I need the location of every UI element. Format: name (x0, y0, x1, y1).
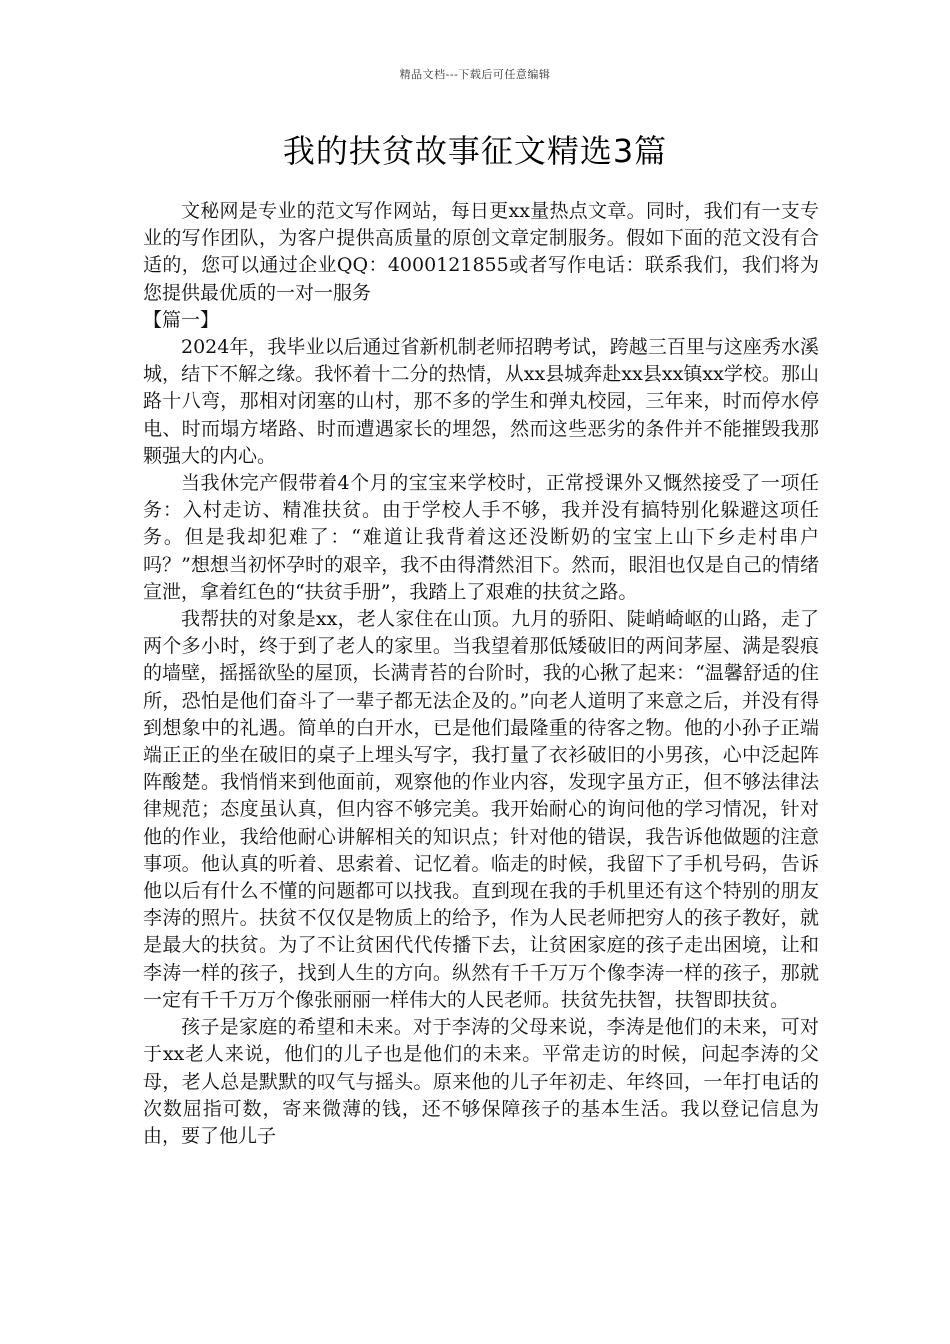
document-title: 我的扶贫故事征文精选3篇 (282, 132, 668, 170)
body-paragraph: 孩子是家庭的希望和未来。对于李涛的父母来说，李涛是他们的未来，可对于xx老人来说，他们的儿子也是他们的未来。平常走访的时候，问起李涛的父母，老人总是默默的叹气与摇头。原来他的儿子年初走、年终回，一年打电话的次数屈指可数，寄来微薄的钱，还不够保障孩子的基本生活。我以登记信息为由，要了他儿子 (143, 1016, 819, 1147)
section-label: 【篇一】 (143, 308, 220, 331)
body-paragraph: 我帮扶的对象是xx，老人家住在山顶。九月的骄阳、陡峭崎岖的山路，走了两个多小时，终于到了老人的家里。当我望着那低矮破旧的两间茅屋、满是裂痕的墙壁，摇摇欲坠的屋顶，长满青苔的台阶时，我的心揪了起来：“温馨舒适的住所，恐怕是他们奋斗了一辈子都无法企及的。”向老人道明了来意之后，并没有得到想象中的礼遇。简单的白开水，已是他们最隆重的待客之物。他的小孙子正端端正正的坐在破旧的桌子上埋头写字，我打量了衣衫破旧的小男孩，心中泛起阵阵酸楚。我悄悄来到他面前，观察他的作业内容，发现字虽方正，但不够法律法律规范；态度虽认真，但内容不够完美。我开始耐心的询问他的学习情况，针对他的作业，我给他耐心讲解相关的知识点；针对他的错误，我告诉他做题的注意事项。他认真的听着、思索着、记忆着。临走的时候，我留下了手机号码，告诉他以后有什么不懂的问题都可以找我。直到现在我的手机里还有这个特别的朋友李涛的照片。扶贫不仅仅是物质上的给予，作为人民老师把穷人的孩子教好，就是最大的扶贫。为了不让贫困代代传播下去，让贫困家庭的孩子走出困境，让和李涛一样的孩子，找到人生的方向。纵然有千千万万个像李涛一样的孩子，那就一定有千千万万个像张丽丽一样伟大的人民老师。扶贫先扶智，扶智即扶贫。 (143, 608, 819, 1011)
intro-paragraph: 文秘网是专业的范文写作网站，每日更xx量热点文章。同时，我们有一支专业的写作团队，为客户提供高质量的原创文章定制服务。假如下面的范文没有合适的，您可以通过企业QQ：4000121855或者写作电话：联系我们，我们将为您提供最优质的一对一服务 (143, 200, 819, 304)
document-body (143, 198, 819, 1150)
page-header-note: 精品文档---下载后可任意编辑 (399, 68, 551, 81)
body-paragraph: 当我休完产假带着4个月的宝宝来学校时，正常授课外又慨然接受了一项任务：入村走访、精准扶贫。由于学校人手不够，我并没有搞特别化躲避这项任务。但是我却犯难了：“难道让我背着这还没断奶的宝宝上山下乡走村串户吗？”想想当初怀孕时的艰辛，我不由得潸然泪下。然而，眼泪也仅是自己的情绪宣泄，拿着红色的“扶贫手册”，我踏上了艰难的扶贫之路。 (143, 472, 819, 603)
body-paragraph: 2024年，我毕业以后通过省新机制老师招聘考试，跨越三百里与这座秀水溪城，结下不解之缘。我怀着十二分的热情，从xx县城奔赴xx县xx镇xx学校。那山路十八弯，那相对闭塞的山村，那不多的学生和弹丸校园，三年来，时而停水停电、时而塌方堵路、时而遭遇家长的埋怨，然而这些恶劣的条件并不能摧毁我那颗强大的内心。 (143, 336, 819, 467)
